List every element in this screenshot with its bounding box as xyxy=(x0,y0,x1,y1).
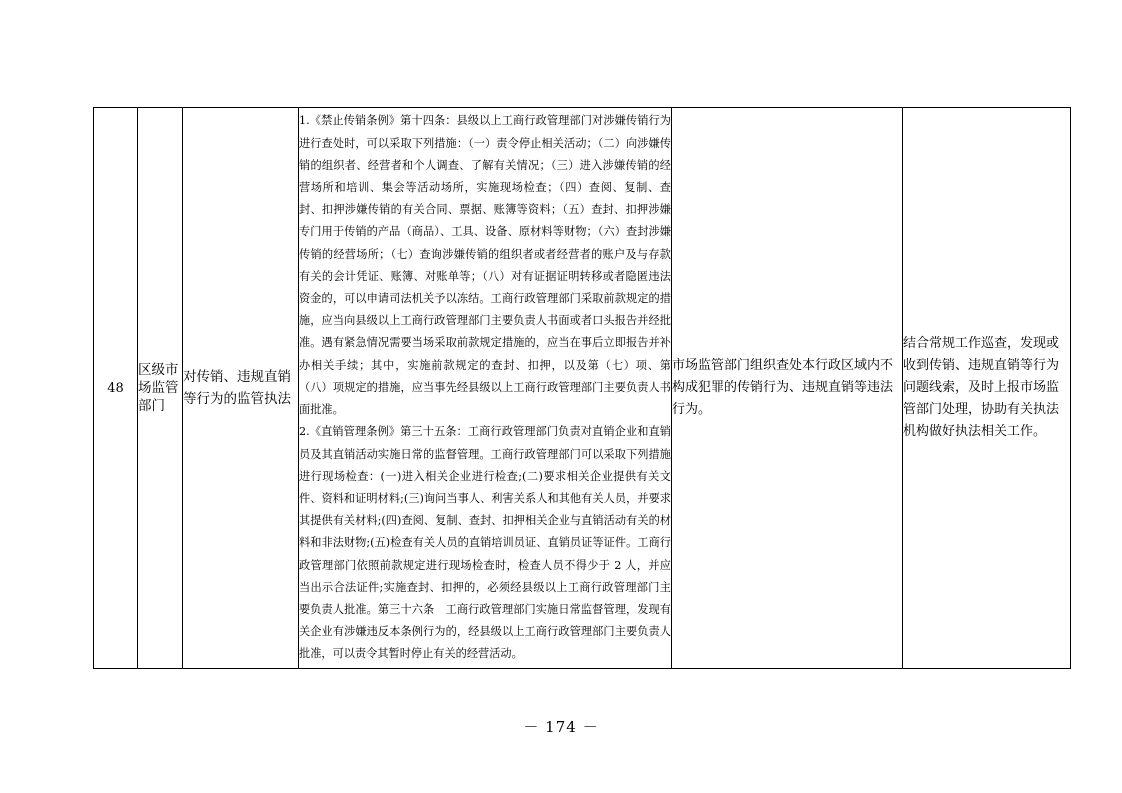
cooperation-cell: 结合常规工作巡查，发现或收到传销、违规直销等行为问题线索，及时上报市场监管部门处理，协助有关执法机构做好执法相关工作。 xyxy=(903,108,1071,669)
basis-paragraph-1: 1.《禁止传销条例》第十四条：县级以上工商行政管理部门对涉嫌传销行为进行查处时，可以采取下列措施：（一）责令停止相关活动；（二）向涉嫌传销的组织者、经营者和个人调查、了解有关情况；（三）进入涉嫌传销的经营场所和培训、集会等活动场所，实施现场检查；（四）查阅、复制、查封、扣押涉嫌传销的有关合同、票据、账簿等资料；（五）查封、扣押涉嫌专门用于传销的产品（商品）、工具、设备、原材料等财物；（六）查封涉嫌传销的经营场所；（七）查询涉嫌传销的组织者或者经营者的账户及与存款有关的会计凭证、账簿、对账单等；（八）对有证据证明转移或者隐匿违法资金的，可以申请司法机关予以冻结。工商行政管理部门采取前款规定的措施，应当向县级以上工商行政管理部门主要负责人书面或者口头报告并经批准。遇有紧急情况需要当场采取前款规定措施的，应当在事后立即报告并补办相关手续；其中，实施前款规定的查封、扣押，以及第（七）项、第（八）项规定的措施，应当事先经县级以上工商行政管理部门主要负责人书面批准。 xyxy=(299,114,671,417)
table-row xyxy=(94,108,1071,669)
row-number: 48 xyxy=(94,108,138,669)
regulation-table xyxy=(93,107,1071,669)
basis-paragraph-2: 2.《直销管理条例》第三十五条：工商行政管理部门负责对直销企业和直销员及其直销活动实施日常的监督管理。工商行政管理部门可以采取下列措施进行现场检查：(一)进入相关企业进行检查;(二)要求相关企业提供有关文件、资料和证明材料;(三)询问当事人、利害关系人和其他有关人员，并要求其提供有关材料;(四)查阅、复制、查封、扣押相关企业与直销活动有关的材料和非法财物;(五)检查有关人员的直销培训员证、直销员证等证件。工商行政管理部门依照前款规定进行现场检查时，检查人员不得少于 2 人，并应当出示合法证件;实施查封、扣押的，必须经县级以上工商行政管理部门主要负责人批准。第三十六条 工商行政管理部门实施日常监督管理，发现有关企业有涉嫌违反本条例行为的，经县级以上工商行政管理部门主要负责人批准，可以责令其暂时停止有关的经营活动。 xyxy=(299,425,671,661)
responsibility-cell: 市场监管部门组织查处本行政区域内不构成犯罪的传销行为、违规直销等违法行为。 xyxy=(672,108,903,669)
department-cell: 区级市场监管部门 xyxy=(138,108,183,669)
item-cell: 对传销、违规直销等行为的监管执法 xyxy=(183,108,299,669)
legal-basis-cell xyxy=(299,108,672,669)
page-number: － 174 － xyxy=(523,718,599,736)
